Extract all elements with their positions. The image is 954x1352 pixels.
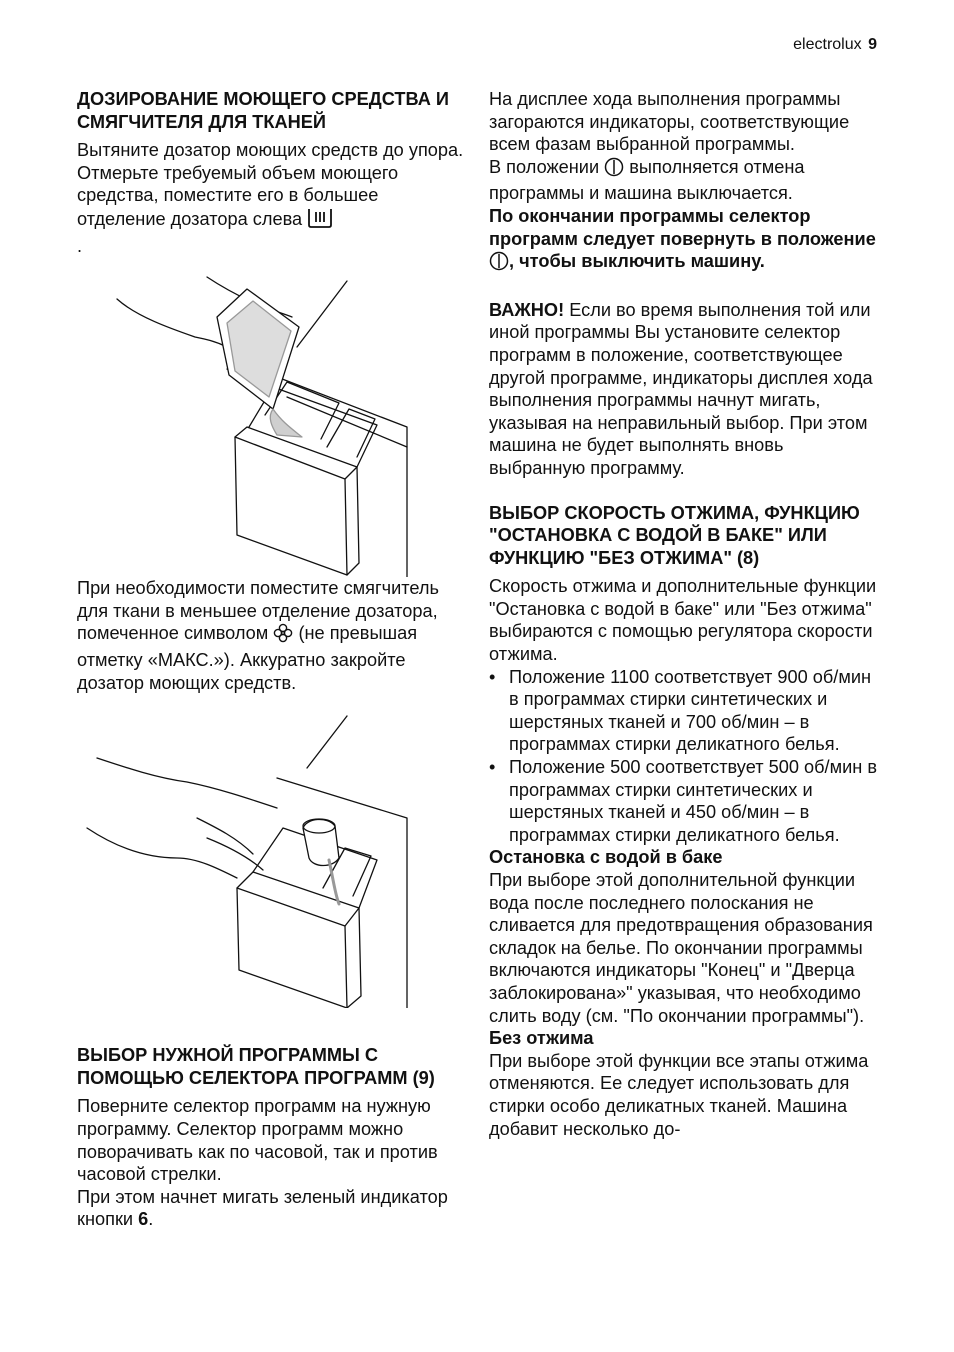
list-item: • Положение 500 соответствует 500 об/мин в программах стирки синтетических и шерстяных тканей и 450 об/мин – в программах стирки деликатного белья. xyxy=(489,756,881,846)
important-label: ВАЖНО! xyxy=(489,299,565,320)
program-paragraph-2: При этом начнет мигать зеленый индикатор кнопки 6. xyxy=(77,1186,448,1230)
rinse-hold-title: Остановка с водой в баке xyxy=(489,847,723,868)
spin-heading: ВЫБОР СКОРОСТЬ ОТЖИМА, ФУНКЦИЮ "ОСТАНОВКА С ВОДОЙ В БАКЕ" ИЛИ ФУНКЦИЮ "БЕЗ ОТЖИМА" (8) xyxy=(489,502,860,568)
hand-pouring-softener-illustration xyxy=(77,708,467,1008)
main-wash-compartment-icon xyxy=(307,207,333,235)
no-spin-text: При выборе этой функции все этапы отжима отменяются. Ее следует использовать для стирки особо деликатных тканей. Машина добавит несколько до- xyxy=(489,1050,869,1139)
intro-paragraph-3: По окончании программы селектор программ следует повернуть в положение , чтобы выключить машину. xyxy=(489,205,881,277)
rinse-hold-text: При выборе этой дополнительной функции вода после последнего полоскания не сливается для предотвращения образования складок на белье. По окончании программы включаются индикаторы "Конец" и "Дверца заблокирована»" указывая, что необходимо слить воду (см. "По окончании программы"). xyxy=(489,870,873,1026)
dosing-heading: ДОЗИРОВАНИЕ МОЮЩЕГО СРЕДСТВА И СМЯГЧИТЕЛЯ ДЛЯ ТКАНЕЙ xyxy=(77,89,449,132)
spin-paragraph-1: Скорость отжима и дополнительные функции "Остановка с водой в баке" или "Без отжима" выбираются с помощью регулятора скорости отжима. xyxy=(489,576,877,665)
off-position-icon xyxy=(604,157,624,183)
brand-name: electrolux xyxy=(793,36,862,53)
page-number: 9 xyxy=(868,36,877,53)
program-heading: ВЫБОР НУЖНОЙ ПРОГРАММЫ С ПОМОЩЬЮ СЕЛЕКТОРА ПРОГРАММ (9) xyxy=(77,1045,435,1088)
program-paragraph-1: Поверните селектор программ на нужную программу. Селектор программ можно поворачивать как по часовой, так и против часовой стрелки. xyxy=(77,1096,438,1185)
dosing-paragraph-1: Вытяните дозатор моющих средств до упора. Отмерьте требуемый объем моющего средства, поместите его в большее отделение дозатора слева . xyxy=(77,140,464,256)
right-column xyxy=(489,88,881,1140)
no-spin-title: Без отжима xyxy=(489,1028,594,1049)
hand-pouring-detergent-illustration xyxy=(77,257,467,577)
intro-paragraph-1: На дисплее хода выполнения программы загораются индикаторы, соответствующие всем фазам выбранной программы. xyxy=(489,89,850,155)
list-item: • Положение 1100 соответствует 900 об/мин в программах стирки синтетических и шерстяных тканей и 700 об/мин – в программах стирки деликатного белья. xyxy=(489,666,881,756)
softener-flower-icon xyxy=(273,623,293,649)
important-paragraph: ВАЖНО! Если во время выполнения той или иной программы Вы установите селектор программ в положение, соответствующее другой программе, индикаторы дисплея хода выполнения программы начнут мигать, указывая на неправильный выбор. При этом машина не будет выполнять вновь выбранную программу. xyxy=(489,299,873,478)
button-number: 6 xyxy=(138,1209,149,1230)
spin-bullet-list xyxy=(489,666,881,847)
page-header xyxy=(793,36,877,54)
intro-paragraph-2: В положении выполняется отмена программы и машина выключается. xyxy=(489,156,805,204)
off-position-icon xyxy=(489,251,509,277)
dosing-paragraph-2: При необходимости поместите смягчитель для ткани в меньшее отделение дозатора, помеченное символом (не превышая отметку «МАКС.»). Аккуратно закройте дозатор моющих средств. xyxy=(77,578,440,693)
left-column xyxy=(77,88,467,1231)
